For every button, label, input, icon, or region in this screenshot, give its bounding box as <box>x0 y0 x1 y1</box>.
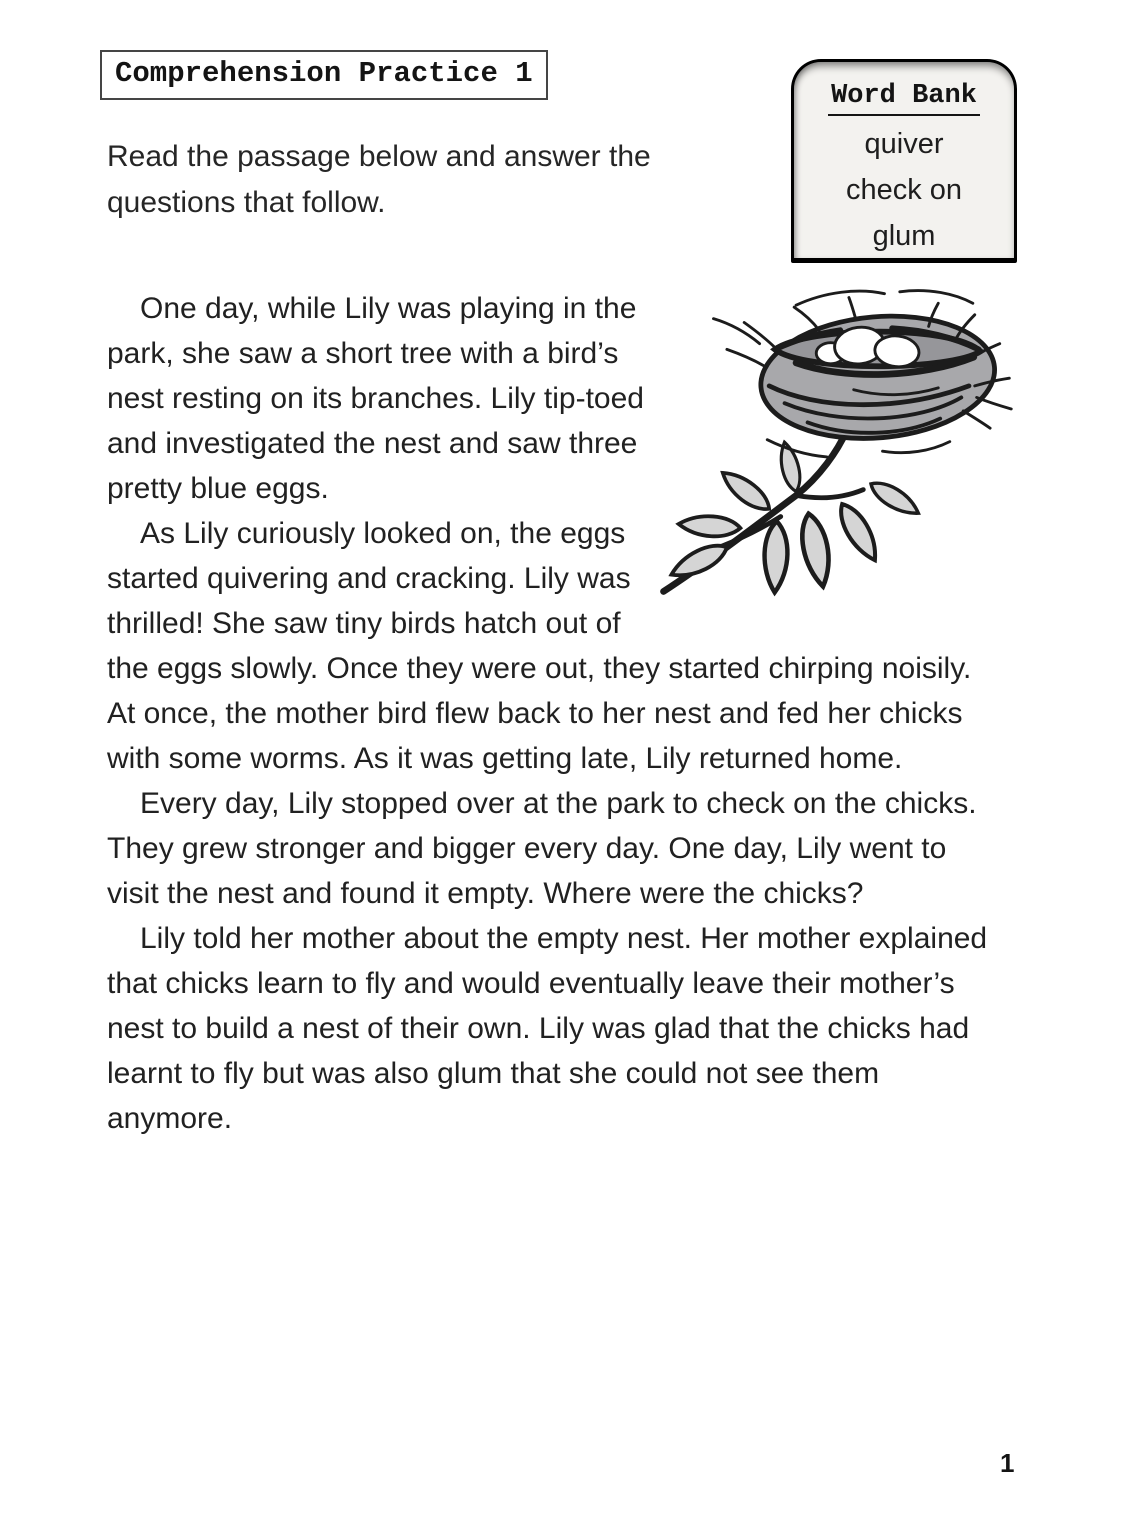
page-number: 1 <box>1000 1448 1015 1478</box>
word-bank-word: quiver <box>864 128 944 160</box>
word-bank-word: glum <box>872 220 936 252</box>
passage-paragraph: As Lily curiously looked on, the eggs started quivering and cracking. Lily was thrilled! She saw tiny birds hatch out of the eggs slowly. Once they were out, they started chirping noisily. At once, the mother bird flew back to her nest and fed her chicks with some worms. As it was getting late, Lily returned home. <box>107 517 972 775</box>
page-title-text: Comprehension Practice 1 <box>115 57 533 90</box>
passage-paragraph: Lily told her mother about the empty nest. Her mother explained that chicks learn to fly and would eventually leave their mother’s nest to build a nest of their own. Lily was glad that the chicks had learnt to fly but was also glum that she could not see them anymore. <box>107 922 988 1135</box>
passage <box>107 286 995 1141</box>
word-bank-box <box>791 59 1017 263</box>
word-bank-title: Word Bank <box>828 81 980 116</box>
word-bank-word: check on <box>845 174 963 206</box>
bird-nest-svg <box>652 286 1017 603</box>
leaves <box>667 441 922 594</box>
instructions-text: Read the passage below and answer the questions that follow. <box>107 140 651 219</box>
page-title <box>100 50 548 100</box>
passage-paragraph: One day, while Lily was playing in the park, she saw a short tree with a bird’s nest resting on its branches. Lily tip-toed and investigated the nest and saw three pretty blue eggs. <box>107 292 644 505</box>
passage-paragraph: Every day, Lily stopped over at the park to check on the chicks. They grew stronger and bigger every day. One day, Lily went to visit the nest and found it empty. Where were the chicks? <box>107 787 977 910</box>
bird-nest-illustration <box>655 286 995 598</box>
